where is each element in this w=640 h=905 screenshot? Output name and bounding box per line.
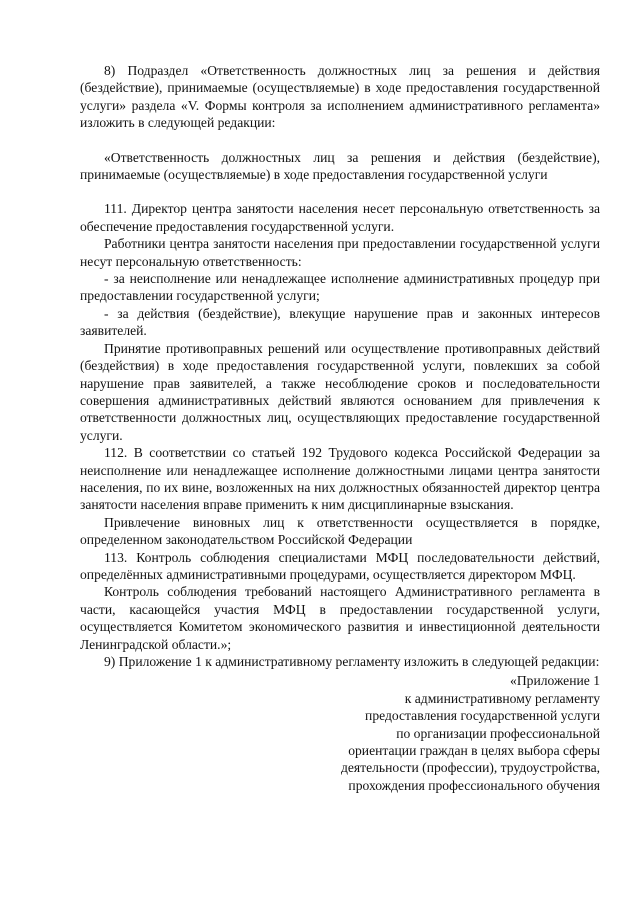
unlawful-paragraph: Принятие противоправных решений или осуществление противоправных действий (бездействия) в ходе предоставления государственной услуги, повлекших за собой нарушение прав заявителей, а также несоблюдение сроков и последовательности совершения административных действий являются основанием для привлечения к ответственности должностных лиц, осуществляющих предоставление государственной услуги. <box>80 340 600 443</box>
appendix-line: деятельности (профессии), трудоустройства, <box>340 760 600 776</box>
appendix-line: прохождения профессионального обучения <box>348 777 600 793</box>
appendix-line: ориентации граждан в целях выбора сферы <box>348 743 600 759</box>
control-paragraph: Контроль соблюдения требований настоящего Административного регламента в части, касающейся участия МФЦ в предоставлении государственной услуги, осуществляется Комитетом экономического развития и инвестиционной деятельности Ленинградской области.»; <box>80 584 600 652</box>
paragraph-111: 111. Директор центра занятости населения несет персональную ответственность за обеспечение предоставления государственной услуги. <box>80 201 600 234</box>
bullet-2: - за действия (бездействие), влекущие нарушение прав и законных интересов заявителей. <box>80 305 600 339</box>
document-page <box>80 62 600 794</box>
paragraph-112: 112. В соответствии со статьей 192 Трудового кодекса Российской Федерации за неисполнение или ненадлежащее исполнение должностными лицами центра занятости населения, по их вине, возложенных на них должностных обязанностей директор центра занятости населения вправе применить к ним дисциплинарные взыскания. <box>80 445 600 513</box>
item-9-paragraph: 9) Приложение 1 к административному регламенту изложить в следующей редакции: <box>104 654 600 669</box>
appendix-heading <box>80 672 600 794</box>
item-8-paragraph: 8) Подраздел «Ответственность должностных лиц за решения и действия (бездействие), принимаемые (осуществляемые) в ходе предоставления государственной услуги» раздела «V. Формы контроля за исполнением административного регламента» изложить в следующей редакции: <box>80 63 600 131</box>
appendix-line: к административному регламенту <box>404 690 600 706</box>
paragraph-113: 113. Контроль соблюдения специалистами МФЦ последовательности действий, определённых административными процедурами, осуществляется директором МФЦ. <box>80 549 600 582</box>
quote-heading: «Ответственность должностных лиц за решения и действия (бездействие), принимаемые (осуществляемые) в ходе предоставления государственной услуги <box>80 149 600 183</box>
workers-paragraph: Работники центра занятости населения при предоставлении государственной услуги несут персональную ответственность: <box>80 236 600 269</box>
appendix-line: «Приложение 1 <box>510 673 600 689</box>
bullet-1: - за неисполнение или ненадлежащее исполнение административных процедур при предоставлении государственной услуги; <box>80 271 600 304</box>
appendix-line: по организации профессиональной <box>396 725 600 741</box>
liability-paragraph: Привлечение виновных лиц к ответственности осуществляется в порядке, определенном законодательством Российской Федерации <box>80 514 600 548</box>
appendix-line: предоставления государственной услуги <box>365 708 600 724</box>
